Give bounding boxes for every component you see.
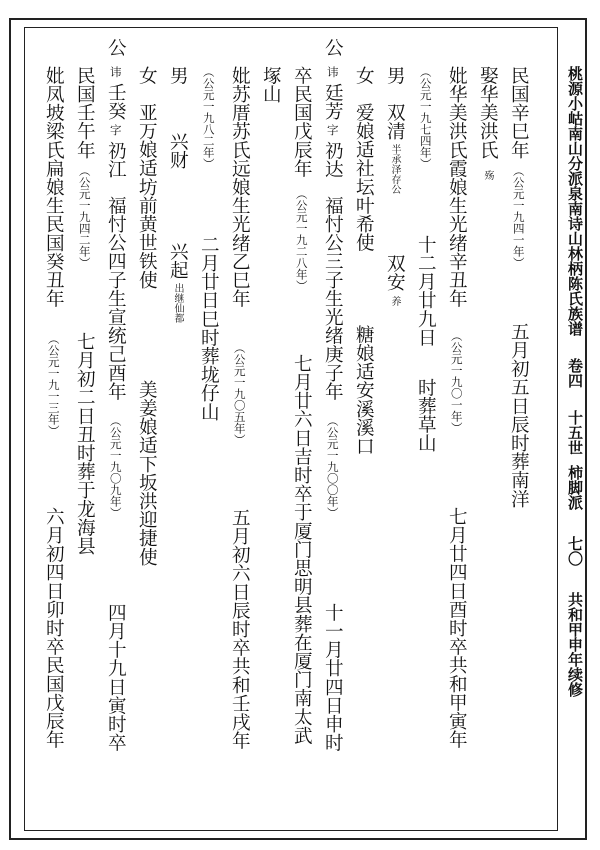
annotation-text: 讳	[325, 66, 340, 78]
column-text: 礽达	[322, 141, 344, 179]
annotation-text: （公元一九〇〇年）	[325, 415, 340, 519]
annotation-text: 讳	[108, 66, 123, 78]
annotation-text: 字	[325, 124, 340, 136]
column-text: 十二月廿九日	[415, 235, 437, 347]
column-text: 壬癸	[105, 83, 127, 121]
generation-label: 十五世	[566, 410, 584, 455]
column-text: 男	[384, 66, 406, 85]
annotation-text: （公元一九〇五年）	[232, 342, 247, 446]
column-text: 妣凤坡梁氏扁娘生民国癸丑年	[43, 66, 65, 308]
annotation-text: 养	[389, 296, 400, 306]
column-text: 廷芳	[322, 83, 344, 121]
column-text: 卒民国戊辰年	[291, 66, 313, 178]
column-text: 十一月廿四日申时	[322, 603, 344, 752]
column-text: 女	[136, 66, 158, 85]
column-text: 美姜娘适下坂洪迎捷使	[136, 380, 158, 566]
column-text: 公	[322, 38, 344, 57]
annotation-text: 字	[108, 124, 123, 136]
column-text: 四月十九日寅时卒	[105, 603, 127, 752]
column-text: 兴财	[167, 132, 189, 170]
annotation-text: （公元一九七四年）	[418, 66, 433, 170]
edition-label: 共和甲申年续修	[566, 592, 584, 697]
annotation-text: 殇	[482, 170, 493, 180]
column-text: 爱娘适社坛叶希使	[353, 103, 375, 252]
branch-label: 柿脚派	[566, 465, 584, 510]
annotation-text: 半承泽存公	[389, 144, 400, 194]
annotation-text: （公元一九〇九年）	[108, 415, 123, 519]
annotation-text: （公元一九四二年）	[77, 165, 92, 269]
column-text: 妣华美洪氏霞娘生光绪辛丑年	[446, 66, 468, 308]
page-number: 七〇	[566, 536, 584, 566]
column-text: 糖娘适安溪溪口	[353, 325, 375, 456]
column-text: 七月廿六日吉时卒于厦门思明县葬在厦门南太武	[291, 354, 313, 745]
column-text: 五月初六日辰时卒共和壬戌年	[229, 508, 251, 750]
column-text: 男	[167, 66, 189, 85]
volume-label: 卷四	[566, 358, 584, 388]
column-text: 妣苏厝苏氏远娘生光绪乙巳年	[229, 66, 251, 308]
column-text: 六月初四日卯时卒民国戊辰年	[43, 507, 65, 749]
column-text: 公	[105, 38, 127, 57]
column-text: 五月初五日辰时葬南洋	[508, 322, 530, 508]
column-text: 二月廿日巳时葬垅仔山	[198, 235, 220, 421]
book-title: 桃源小岵南山分派泉南诗山林柄陈氏族谱	[566, 66, 584, 336]
column-text: 福忖公四子生宣统己酉年	[105, 196, 127, 401]
column-text: 娶华美洪氏	[477, 66, 499, 159]
column-text: 民国壬午年	[74, 66, 96, 159]
annotation-text: （公元一九二八年）	[294, 188, 309, 292]
column-text: 礽江	[105, 141, 127, 179]
column-text: 时葬草山	[415, 378, 437, 453]
column-text: 七月廿四日酉时卒共和甲寅年	[446, 507, 468, 749]
side-header	[567, 66, 582, 697]
column-text: 女	[353, 66, 375, 85]
column-text: 福忖公三子生光绪庚子年	[322, 196, 344, 401]
column-text: 民国辛巳年	[508, 66, 530, 159]
annotation-text: （公元一九四一年）	[511, 165, 526, 269]
annotation-text: 出继仙都	[172, 283, 183, 323]
column-text: 七月初二日丑时葬于龙海县	[74, 332, 96, 556]
column-text: 双清	[384, 103, 406, 141]
column-text: 塚山	[260, 66, 282, 104]
annotation-text: （公元一九〇一年）	[449, 330, 464, 434]
column-text: 兴起	[167, 242, 189, 280]
annotation-text: （公元一九一三年）	[46, 333, 61, 437]
annotation-text: （公元一九八二年）	[201, 66, 216, 170]
column-text: 双安	[384, 254, 406, 292]
column-text: 亚万娘适坊前黄世铁使	[136, 103, 158, 289]
